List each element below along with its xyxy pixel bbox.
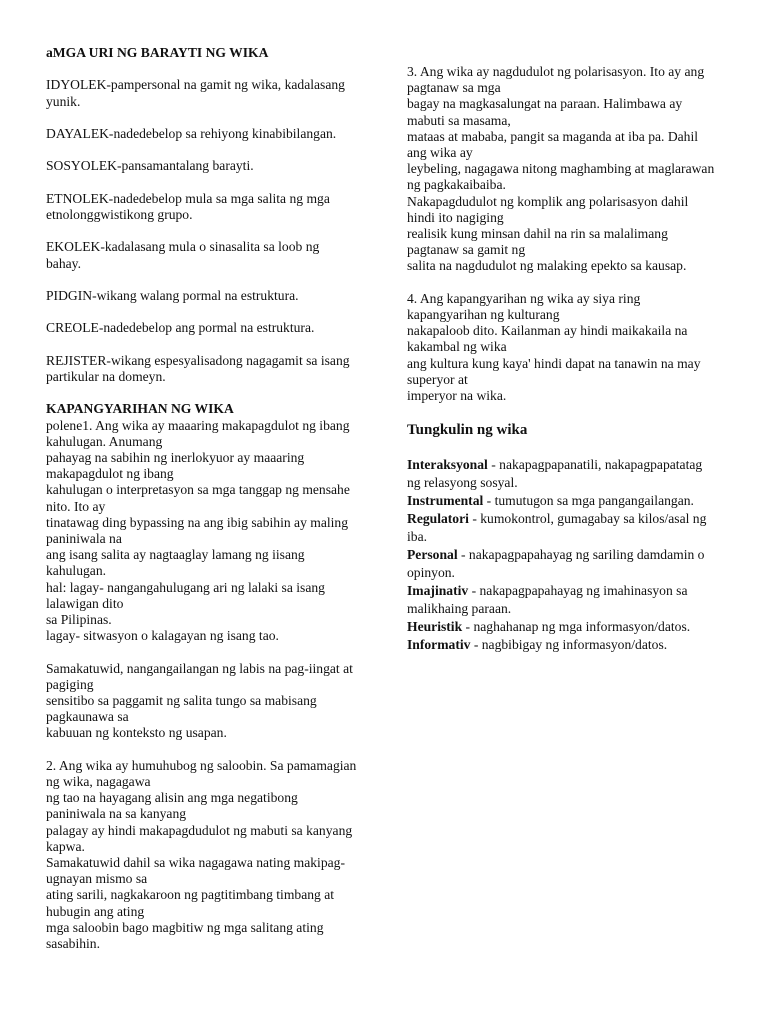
text-line: sasabihin. [46, 936, 100, 951]
text-line: kahulugan. Anumang [46, 433, 163, 449]
text-line: sa Pilipinas. [46, 611, 112, 627]
text-line: ang isang salita ay nagtaaglay lamang ng iisang [46, 547, 305, 563]
text-line: kahulugan o interpretasyon sa mga tanggap ng mensahe [46, 482, 350, 498]
function-term: Informativ [407, 637, 471, 653]
text-line: Samakatuwid, nangangailangan ng labis na pag-iingat at [46, 660, 353, 676]
text-line: nakapaloob dito. Kailanman ay hindi maikakaila na [407, 323, 688, 339]
text-line: tinatawag ding bypassing na ang ibig sabihin ay maling [46, 514, 349, 530]
paragraph-power-4 [407, 291, 725, 404]
text-line: sensitibo sa paggamit ng salita tungo sa mabisang [46, 692, 317, 708]
paragraph-power-3 [407, 64, 725, 275]
variety-pidgin [46, 288, 364, 304]
text-line: hubugin ang ating [46, 903, 145, 919]
text-line: kapwa. [46, 838, 85, 854]
right-column [407, 64, 725, 654]
text-line: mabuti sa masama, [407, 112, 511, 128]
text-line: SOSYOLEK-pansamantalang barayti. [46, 158, 254, 174]
text-line: PIDGIN-wikang walang pormal na estruktura. [46, 287, 299, 303]
text-line: bagay na magkasalungat na paraan. Halimbawa ay [407, 96, 683, 112]
text-line: salita na nagdudulot ng malaking epekto sa kausap. [407, 258, 687, 274]
function-desc-cont: malikhaing paraan. [407, 601, 512, 617]
function-desc: - nakapagpapahayag ng sariling damdamin o [457, 547, 705, 563]
paragraph-power-1 [46, 418, 364, 645]
page-title: aMGA URI NG BARAYTI NG WIKA [46, 45, 269, 60]
variety-sosyolek [46, 158, 364, 174]
variety-idyolek [46, 77, 364, 109]
text-line: kabuuan ng konteksto ng usapan. [46, 725, 227, 741]
text-line: DAYALEK-nadedebelop sa rehiyong kinabibilangan. [46, 125, 337, 141]
text-line: REJISTER-wikang espesyalisadong nagagamit sa isang [46, 352, 350, 368]
text-line: palagay ay hindi makapagdudulot ng mabuti sa kanyang [46, 822, 353, 838]
text-line: paniniwala na [46, 530, 122, 546]
text-line: CREOLE-nadedebelop ang pormal na estruktura. [46, 320, 315, 336]
function-item-imajinativ [407, 582, 725, 618]
variety-creole [46, 320, 364, 336]
function-desc-cont: ng relasyong sosyal. [407, 475, 518, 491]
text-line: hindi ito nagiging [407, 209, 504, 225]
function-term: Interaksyonal [407, 457, 488, 473]
text-line: mataas at mababa, pangit sa maganda at iba pa. Dahil [407, 128, 699, 144]
function-term: Instrumental [407, 493, 484, 509]
text-line: 3. Ang wika ay nagdudulot ng polarisasyon. Ito ay ang [407, 64, 705, 79]
text-line: kahulugan. [46, 563, 107, 579]
left-column [46, 45, 364, 952]
function-item-regulatori [407, 510, 725, 546]
text-line: EKOLEK-kadalasang mula o sinasalita sa loob ng [46, 239, 320, 255]
text-line: pahayag na sabihin ng inerlokyuor ay maaaring [46, 449, 305, 465]
text-line: ng tao na hayagang alisin ang mga negatibong [46, 790, 298, 806]
text-line: polene1. Ang wika ay maaaring makapagdulot ng ibang [46, 417, 350, 433]
variety-etnolek [46, 191, 364, 223]
text-line: paniniwala na sa kanyang [46, 806, 187, 822]
text-line: leybeling, nagagawa nitong maghambing at maglarawan [407, 161, 715, 177]
text-line: bahay. [46, 255, 81, 271]
text-line: pagtanaw sa gamit ng [407, 242, 526, 258]
text-line: hal: lagay- nangangahulugang ari ng lalaki sa isang [46, 579, 325, 595]
text-line: pagtanaw sa mga [407, 80, 501, 96]
function-item-informativ [407, 636, 725, 654]
function-item-personal [407, 546, 725, 582]
text-line: ang wika ay [407, 145, 473, 161]
function-item-instrumental [407, 492, 725, 510]
function-desc-cont: iba. [407, 529, 428, 545]
text-line: etnolonggwistikong grupo. [46, 206, 193, 222]
text-line: partikular na domeyn. [46, 368, 166, 384]
text-line: ng wika, nagagawa [46, 773, 151, 789]
text-line: 2. Ang wika ay humuhubog ng saloobin. Sa pamamagian [46, 757, 357, 773]
function-item-interaksyonal [407, 456, 725, 492]
text-line: ating sarili, nagkakaroon ng pagtitimbang timbang at [46, 887, 335, 903]
function-desc: - nagbibigay ng informasyon/datos. [470, 637, 668, 653]
text-line: kapangyarihan ng kulturang [407, 307, 560, 323]
variety-rejister [46, 353, 364, 385]
text-line: realisik kung minsan dahil na rin sa malalimang [407, 226, 668, 242]
function-term: Regulatori [407, 511, 469, 527]
text-line: makapagdulot ng ibang [46, 466, 174, 482]
text-line: superyor at [407, 371, 468, 387]
text-line: imperyor na wika. [407, 388, 507, 404]
section-heading-kapangyarihan: KAPANGYARIHAN NG WIKA [46, 401, 234, 417]
text-line: yunik. [46, 93, 81, 109]
paragraph-power-2 [46, 758, 364, 952]
text-line: lalawigan dito [46, 595, 124, 611]
text-line: pagiging [46, 676, 94, 692]
text-line: kakambal ng wika [407, 339, 507, 355]
text-line: lagay- sitwasyon o kalagayan ng isang tao. [46, 628, 279, 644]
text-line: ng pagkakaibaiba. [407, 177, 506, 193]
text-line: Nakapagdudulot ng komplik ang polarisasyon dahil [407, 193, 689, 209]
text-line: pagkaunawa sa [46, 709, 129, 725]
paragraph-power-summary [46, 661, 364, 742]
function-desc: - nakapagpapanatili, nakapagpapatatag [487, 457, 703, 473]
text-line: 4. Ang kapangyarihan ng wika ay siya ring [407, 290, 641, 306]
function-desc: - nakapagpapahayag ng imahinasyon sa [468, 583, 688, 599]
text-line: mga saloobin bago magbitiw ng mga salitang ating [46, 919, 324, 935]
text-line: ugnayan mismo sa [46, 871, 148, 887]
text-line: ang kultura kung kaya' hindi dapat na tanawin na may [407, 355, 701, 371]
function-item-heuristik [407, 618, 725, 636]
function-desc: - tumutugon sa mga pangangailangan. [483, 493, 694, 509]
function-desc-cont: opinyon. [407, 565, 455, 581]
text-line: ETNOLEK-nadedebelop mula sa mga salita ng mga [46, 190, 330, 206]
function-term: Imajinativ [407, 583, 469, 599]
text-line: IDYOLEK-pampersonal na gamit ng wika, kadalasang [46, 77, 345, 93]
variety-dayalek [46, 126, 364, 142]
section-heading-tungkulin: Tungkulin ng wika [407, 422, 528, 439]
text-line: nito. Ito ay [46, 498, 106, 514]
function-term: Personal [407, 547, 458, 563]
text-line: Samakatuwid dahil sa wika nagagawa nating makipag- [46, 854, 345, 870]
variety-ekolek [46, 239, 364, 271]
function-desc: - naghahanap ng mga informasyon/datos. [462, 619, 691, 635]
function-term: Heuristik [407, 619, 463, 635]
function-desc: - kumokontrol, gumagabay sa kilos/asal ng [468, 511, 707, 527]
functions-list [407, 456, 725, 654]
